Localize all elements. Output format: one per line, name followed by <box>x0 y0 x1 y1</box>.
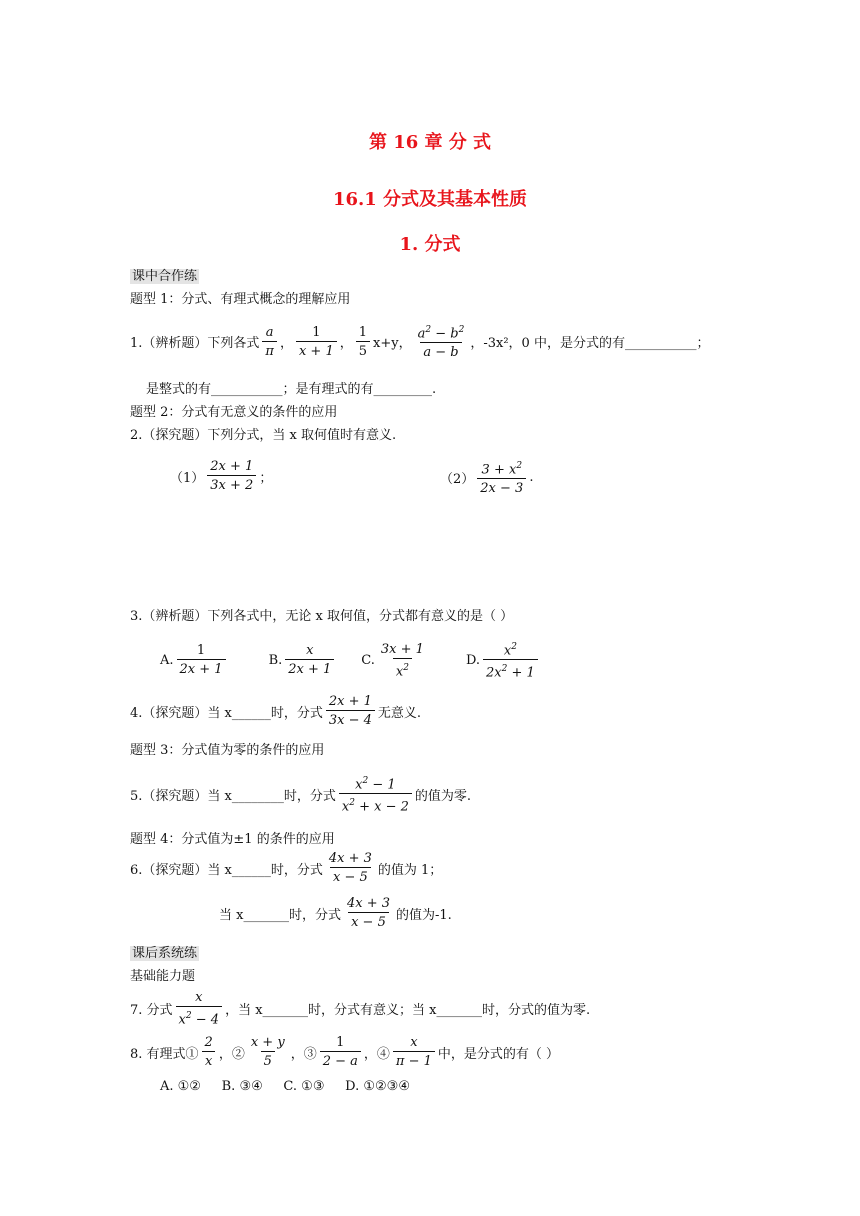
q1-rest: ，-3x²，0 中，是分式的有___________； <box>470 336 710 352</box>
fraction-denominator: a − b <box>420 342 461 361</box>
option-c-fraction <box>378 641 427 680</box>
fraction-denominator: π − 1 <box>393 1051 435 1070</box>
type1-heading: 题型 1：分式、有理式概念的理解应用 <box>130 292 351 307</box>
fraction-denominator: 2x + 1 <box>177 659 226 678</box>
fraction-numerator: x <box>410 1035 418 1050</box>
q8-prefix: 8. 有理式① <box>130 1046 199 1062</box>
question-8 <box>130 1034 559 1070</box>
chapter-title: 第 16 章 分 式 <box>368 132 492 153</box>
fraction-denominator: $x^2 - 4$ <box>176 1006 223 1028</box>
type3-heading: 题型 3：分式值为零的条件的应用 <box>130 743 325 758</box>
subsection-title: 1. 分式 <box>399 234 461 255</box>
fraction-numerator: 2x + 1 <box>328 694 372 709</box>
fraction-4x-plus-3-over-x-minus-5 <box>344 895 393 931</box>
fraction-denominator: 3x − 4 <box>326 710 375 729</box>
question-1: 1.（辨析题）下列各式 $\frac{a}{\pi}$ ， $\frac{1}{x + 1}$ ， $\frac{1}{5}$ x+y， $\frac{a^2 - b^2}{a - b}$ ，-3x²，0 中，是分式的有___________； <box>130 322 709 361</box>
fraction-numerator: 4x + 3 <box>346 896 390 911</box>
question-8-options: A. ①② B. ③④ C. ①③ D. ①②③④ <box>160 1079 410 1094</box>
fraction-numerator: 1 <box>196 643 206 659</box>
q8-sep: ，② <box>218 1046 245 1062</box>
q5-suffix: 的值为零. <box>414 788 472 804</box>
fraction-numerator: $x^2 - 1$ <box>355 776 396 793</box>
fraction-numerator: x <box>195 990 203 1005</box>
punct: . <box>529 470 534 486</box>
q8-sep: ，③ <box>290 1046 317 1062</box>
fraction-2x-plus-1-over-3x-plus-2 <box>207 458 256 494</box>
fraction-x-over-pi-minus-1 <box>393 1034 435 1070</box>
option-a-label: A. <box>160 652 174 668</box>
fraction-numerator: 4x + 3 <box>328 851 372 866</box>
fraction-denominator: $2x^2 + 1$ <box>483 659 538 681</box>
fraction-denominator: 5 <box>356 341 370 360</box>
fraction-a-over-pi <box>262 324 277 360</box>
fraction-denominator: x − 5 <box>330 867 371 886</box>
fraction-denominator: 3x + 2 <box>207 475 256 494</box>
question-2-part-1 <box>170 458 272 494</box>
q1-prefix: 1.（辨析题）下列各式 <box>130 336 260 352</box>
fraction-denominator: $x^2$ <box>393 658 412 680</box>
type2-heading: 题型 2：分式有无意义的条件的应用 <box>130 405 338 420</box>
part-label: （1） <box>170 470 205 486</box>
q6-line2-prefix: 当 x_______时，分式 <box>219 907 341 923</box>
question-2: 2.（探究题）下列分式，当 x 取何值时有意义. <box>130 428 397 443</box>
fraction-numerator: 1 <box>336 1035 345 1050</box>
q1-after-f3: x+y， <box>373 336 412 352</box>
basic-ability-heading: 基础能力题 <box>130 969 196 984</box>
fraction-1-over-x-plus-1 <box>296 324 337 360</box>
fraction-denominator: 2x − 3 <box>477 478 526 497</box>
option-c-label: C. <box>361 652 375 668</box>
fraction-numerator: $3 + x^2$ <box>481 461 523 478</box>
fraction-numerator: 1 <box>358 324 368 340</box>
question-4 <box>130 693 421 729</box>
fraction-denominator: 2x + 1 <box>285 659 334 678</box>
q4-prefix: 4.（探究题）当 x______时，分式 <box>130 705 323 721</box>
fraction-denominator: x <box>202 1051 215 1070</box>
fraction-x-plus-y-over-5 <box>248 1034 288 1070</box>
punct: ； <box>259 470 273 486</box>
fraction-2-over-x <box>202 1034 216 1070</box>
q4-suffix: 无意义. <box>377 705 422 721</box>
part-label: （2） <box>440 472 475 488</box>
option-d-fraction <box>483 639 538 682</box>
fraction-numerator: 1 <box>312 324 321 340</box>
type4-heading: 题型 4：分式值为±1 的条件的应用 <box>130 832 335 847</box>
q7-suffix: ，当 x_______时，分式有意义；当 x_______时，分式的值为零. <box>225 1003 591 1019</box>
fraction-denominator: 2 − a <box>320 1051 361 1070</box>
fraction-denominator: $x^2 + x - 2$ <box>339 793 412 815</box>
fraction-numerator: $x^2$ <box>503 642 517 659</box>
fraction-denominator: x − 5 <box>348 912 389 931</box>
option-b-label: B. <box>268 652 283 668</box>
fraction-4x-plus-3-over-x-minus-5 <box>326 850 375 886</box>
question-6 <box>130 850 442 886</box>
fraction-x2-minus-1-over-x2-plus-x-minus-2 <box>339 773 412 816</box>
fraction-numerator: 3x + 1 <box>380 641 424 657</box>
question-6-line-2 <box>219 895 452 931</box>
fraction-numerator: a <box>265 324 274 340</box>
question-3: 3.（辨析题）下列各式中，无论 x 取何值，分式都有意义的是（ ） <box>130 609 514 624</box>
fraction-numerator: $a^2 - b^2$ <box>417 325 465 342</box>
question-7 <box>130 989 590 1028</box>
q7-prefix: 7. 分式 <box>130 1003 173 1019</box>
fraction-a2-minus-b2-over-a-minus-b <box>415 322 468 361</box>
fraction-numerator: x <box>306 643 314 659</box>
q1-line2: 是整式的有___________；是有理式的有_________. <box>146 382 437 397</box>
fraction-2x-plus-1-over-3x-minus-4 <box>326 693 375 729</box>
fraction-1-over-2-minus-a <box>320 1034 361 1070</box>
fraction-numerator: 2x + 1 <box>210 459 254 474</box>
section-heading-after-class: 课后系统练 <box>132 946 198 961</box>
question-2-part-2 <box>440 458 533 497</box>
section-title: 16.1 分式及其基本性质 <box>332 189 528 210</box>
fraction-numerator: 2 <box>204 1035 213 1050</box>
q6-line2-suffix: 的值为-1. <box>396 907 452 923</box>
q6-prefix: 6.（探究题）当 x______时，分式 <box>130 862 323 878</box>
q5-prefix: 5.（探究题）当 x________时，分式 <box>130 788 336 804</box>
fraction-1-over-5 <box>356 324 370 360</box>
option-d-label: D. <box>465 652 481 668</box>
q8-sep: ，④ <box>363 1046 390 1062</box>
section-heading-in-class: 课中合作练 <box>132 269 198 284</box>
option-a-fraction <box>177 642 226 678</box>
fraction-x-over-x2-minus-4 <box>176 989 223 1028</box>
fraction-3-plus-x2-over-2x-minus-3 <box>477 458 526 497</box>
fraction-denominator: x + 1 <box>296 341 337 360</box>
q8-suffix: 中，是分式的有（ ） <box>437 1046 560 1062</box>
question-5 <box>130 773 471 816</box>
fraction-denominator: π <box>262 341 277 360</box>
q6-suffix: 的值为 1； <box>377 862 443 878</box>
fraction-numerator: x + y <box>250 1035 285 1050</box>
fraction-denominator: 5 <box>261 1051 275 1070</box>
question-3-options <box>160 639 541 682</box>
option-b-fraction <box>285 642 334 678</box>
